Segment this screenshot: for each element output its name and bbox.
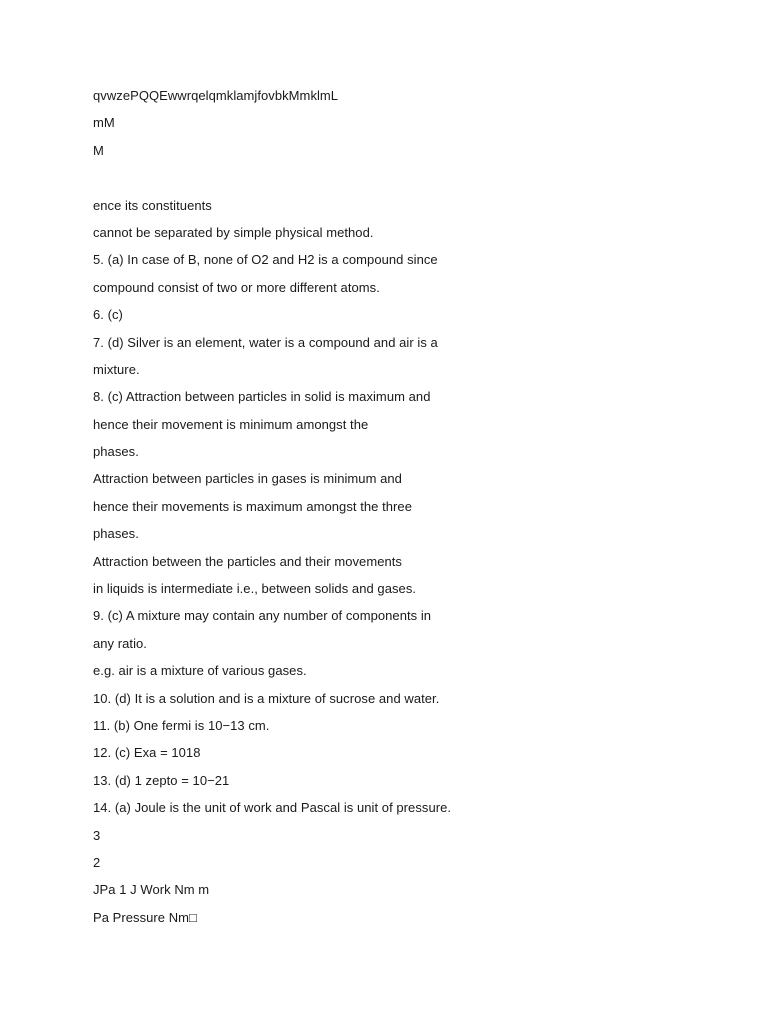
- text-line: hence their movements is maximum amongst the three: [93, 498, 412, 514]
- text-line: 10. (d) It is a solution and is a mixture of sucrose and water.: [93, 690, 440, 706]
- text-line: mixture.: [93, 361, 140, 377]
- text-line: e.g. air is a mixture of various gases.: [93, 663, 307, 679]
- text-line: [93, 168, 733, 195]
- text-line: any ratio.: [93, 635, 147, 651]
- text-line: phases.: [93, 444, 139, 460]
- text-line: Attraction between the particles and their movements: [93, 553, 402, 569]
- text-line: 14. (a) Joule is the unit of work and Pascal is unit of pressure.: [93, 800, 452, 816]
- text-line: in liquids is intermediate i.e., between solids and gases.: [93, 581, 417, 597]
- text-line: 13. (d) 1 zepto = 10−21: [93, 772, 230, 788]
- text-line: compound consist of two or more different atoms.: [93, 279, 380, 295]
- text-line: JPa 1 J Work Nm m: [93, 882, 210, 898]
- text-line: 7. (d) Silver is an element, water is a compound and air is a: [93, 334, 438, 350]
- text-line: hence their movement is minimum amongst the: [93, 416, 369, 432]
- text-line: qvwzePQQEwwrqelqmklamjfovbkMmklmL: [93, 88, 339, 103]
- text-line: 12. (c) Exa = 1018: [93, 745, 201, 761]
- text-line: M: [93, 142, 104, 158]
- text-line: 9. (c) A mixture may contain any number of components in: [93, 608, 432, 624]
- text-line: 8. (c) Attraction between particles in solid is maximum and: [93, 389, 431, 405]
- text-line: 2: [93, 854, 101, 870]
- text-line: 6. (c): [93, 307, 123, 323]
- text-line: Pa Pressure Nm□: [93, 909, 197, 925]
- text-line: cannot be separated by simple physical method.: [93, 224, 374, 240]
- text-line: 5. (a) In case of B, none of O2 and H2 is a compound since: [93, 252, 438, 268]
- text-line: phases.: [93, 526, 139, 542]
- text-line: ence its constituents: [93, 197, 212, 213]
- text-line: 11. (b) One fermi is 10−13 cm.: [93, 717, 270, 733]
- text-line: mM: [93, 115, 115, 131]
- text-line: 3: [93, 827, 101, 843]
- document-text: [93, 86, 733, 935]
- text-line: Attraction between particles in gases is minimum and: [93, 471, 402, 487]
